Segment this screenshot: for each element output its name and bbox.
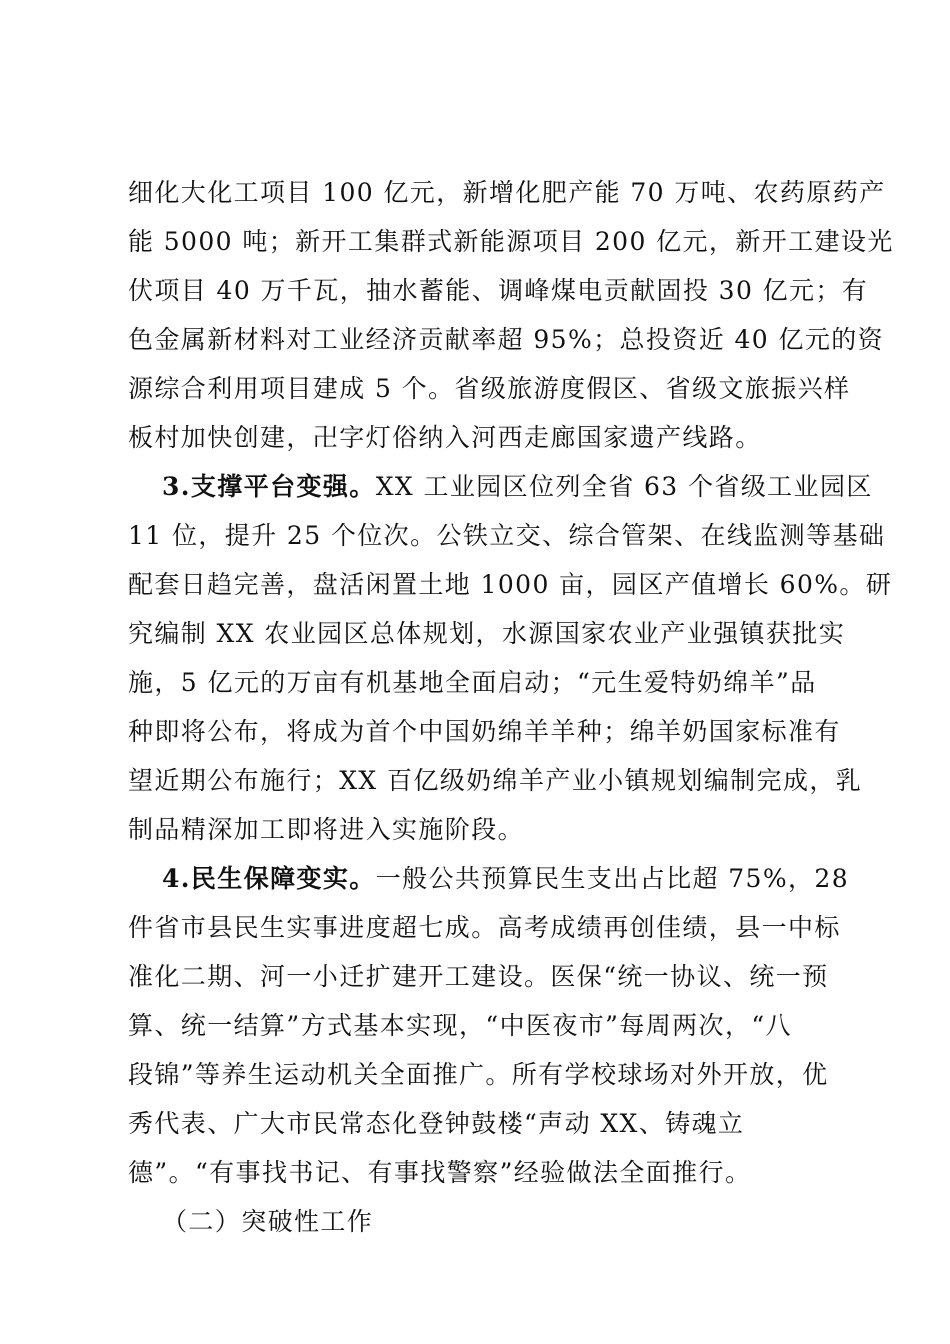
item-heading-support-platform: 3.支撑平台变强。 bbox=[162, 472, 376, 501]
paragraph-line: 件省市县民生实事进度超七成。高考成绩再创佳绩，县一中标 bbox=[128, 913, 841, 942]
section-heading: （二）突破性工作 bbox=[162, 1207, 374, 1236]
paragraph-line: 段锦”等养生运动机关全面推广。所有学校球场对外开放，优 bbox=[128, 1060, 829, 1089]
paragraph-line: 色金属新材料对工业经济贡献率超 95%；总投资近 40 亿元的资 bbox=[128, 325, 885, 354]
paragraph-line: 德”。“有事找书记、有事找警察”经验做法全面推行。 bbox=[128, 1158, 752, 1187]
paragraph-line: 秀代表、广大市民常态化登钟鼓楼“声动 XX、铸魂立 bbox=[128, 1109, 745, 1138]
paragraph-line: 望近期公布施行；XX 百亿级奶绵羊产业小镇规划编制完成，乳 bbox=[128, 766, 863, 795]
paragraph-line: 究编制 XX 农业园区总体规划，水源国家农业产业强镇获批实 bbox=[128, 619, 846, 648]
paragraph-line: 算、统一结算”方式基本实现，“中医夜市”每周两次，“八 bbox=[128, 1011, 792, 1040]
paragraph-first-line bbox=[162, 467, 873, 507]
paragraph-line: 11 位，提升 25 个位次。公铁立交、综合管架、在线监测等基础 bbox=[128, 521, 886, 550]
paragraph-line: 施，5 亿元的万亩有机基地全面启动；“元生爱特奶绵羊”品 bbox=[128, 668, 817, 697]
paragraph-line: 伏项目 40 万千瓦，抽水蓄能、调峰煤电贡献固投 30 亿元；有 bbox=[128, 276, 869, 305]
item-heading-livelihood: 4.民生保障变实。 bbox=[162, 864, 376, 893]
paragraph-line: 能 5000 吨；新开工集群式新能源项目 200 亿元，新开工建设光 bbox=[128, 227, 894, 256]
paragraph-line: 制品精深加工即将进入实施阶段。 bbox=[128, 815, 525, 844]
paragraph-line: 准化二期、河一小迁扩建开工建设。医保“统一协议、统一预 bbox=[128, 962, 829, 991]
paragraph-line: 板村加快创建，卍字灯俗纳入河西走廊国家遗产线路。 bbox=[128, 423, 762, 452]
paragraph-line: 配套日趋完善，盘活闲置土地 1000 亩，园区产值增长 60%。研 bbox=[128, 570, 893, 599]
paragraph-first-line bbox=[162, 859, 862, 899]
paragraph-line: 种即将公布，将成为首个中国奶绵羊羊种；绵羊奶国家标准有 bbox=[128, 717, 841, 746]
paragraph-line: 源综合利用项目建成 5 个。省级旅游度假区、省级文旅振兴样 bbox=[128, 374, 851, 403]
paragraph-line: 细化大化工项目 100 亿元，新增化肥产能 70 万吨、农药原药产 bbox=[128, 178, 886, 207]
paragraph-text: XX 工业园区位列全省 63 个省级工业园区 bbox=[375, 472, 873, 501]
paragraph-text: 一般公共预算民生支出占比超 75%，28 bbox=[375, 864, 850, 893]
